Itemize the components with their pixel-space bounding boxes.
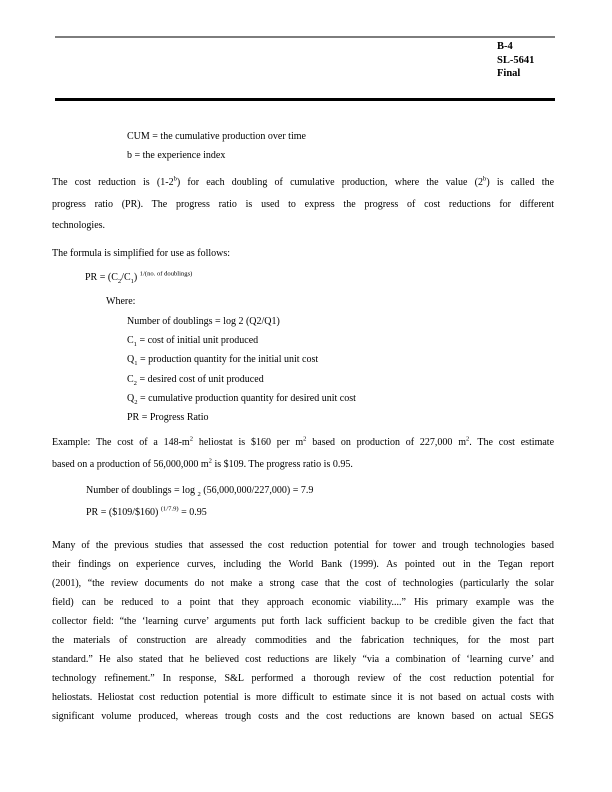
paragraph-line: standard.” He also stated that he believed cost reductions are likely “via a combination of ‘learning curve’ and	[52, 654, 554, 665]
definition-line: Number of doublings = log 2 (Q2/Q1)	[127, 316, 280, 327]
paragraph-line: progress ratio (PR). The progress ratio is used to express the progress of cost reductions for different	[52, 198, 554, 210]
where-label: Where:	[106, 296, 136, 307]
formula-term-definitions	[127, 312, 356, 427]
paragraph-line: the materials of construction are already commodities and the fabrication techniques, for the most part	[52, 635, 554, 646]
definition-line: b = the experience index	[127, 150, 226, 161]
formula-intro-line: The formula is simplified for use as follows:	[52, 248, 231, 259]
header-doc-number: SL-5641	[497, 54, 535, 66]
paragraph-line: technologies.	[52, 220, 106, 231]
definition-line: $Q_2$ = cumulative production quantity for desired unit cost	[127, 392, 356, 406]
paragraph-line: significant volume produced, whereas trough costs and the cost reductions are known based on actual SEGS	[52, 711, 554, 722]
doublings-calculation-line: Number of doublings = log $_2$ (56,000,000/227,000) = 7.9	[86, 485, 314, 498]
paragraph-line: collector field: “the ‘learning curve’ arguments put forth lack sufficient backup to be credible given the fact that	[52, 616, 554, 627]
paragraph-line: The cost reduction is (1-2$^b$) for each doubling of cumulative production, where the value (2$^b$) is called the	[52, 175, 555, 188]
pr-calculation-line: PR = ($109/$160) $^{(1/7.9)}$ = 0.95	[86, 505, 207, 518]
header-page-number: B-4	[497, 41, 513, 52]
header-rule-top	[55, 36, 555, 38]
paragraph-example	[52, 432, 554, 476]
paragraph-line: field) can be reduced to a point that they approach economic viability....” His primary example was the	[52, 597, 554, 608]
definition-line: $Q_1$ = production quantity for the initial unit cost	[127, 354, 319, 368]
paragraph-line: their findings on experience curves, including the World Bank (1999). As pointed out in the Tegan report	[52, 559, 554, 570]
paragraph-line: (2001), “the review documents do not make a strong case that the cost of technologies (particularly the solar	[52, 578, 554, 589]
definition-line: CUM = the cumulative production over time	[127, 131, 306, 142]
paragraph-previous-studies	[52, 536, 554, 726]
header-block	[497, 40, 534, 81]
definition-line: $C_1 = \cos t$ of initial unit produced	[127, 335, 259, 349]
paragraph-line: Many of the previous studies that assessed the cost reduction potential for tower and trough technologies based	[52, 540, 554, 551]
paragraph-line: based on a production of 56,000,000 $m^2$ is $109. The progress ratio is 0.95.	[52, 457, 353, 470]
header-rule-bottom	[55, 98, 555, 101]
header-doc-status: Final	[497, 68, 521, 79]
definition-line: PR = Progress Ratio	[127, 412, 209, 424]
pr-formula-line: PR = $(C_2/C_1)$ $^{1/(no. of doublings)}$	[85, 270, 193, 285]
paragraph-line: heliostats. Heliostat cost reduction potential is more difficult to estimate since it is not based on actual costs with	[52, 692, 554, 703]
paragraph-cost-reduction	[52, 172, 554, 237]
variable-definitions	[127, 127, 306, 165]
definition-line: $C_2$ = desired cost of unit produced	[127, 373, 264, 387]
paragraph-line: technology refinement.” In response, S&L performed a thorough review of the cost reduction potential for	[52, 673, 554, 684]
paragraph-line: Example: The cost of a $148-m^2$ heliostat is $160 per $m^2$ based on production of 227,000 $m^2$. The cost estimate	[52, 435, 555, 448]
